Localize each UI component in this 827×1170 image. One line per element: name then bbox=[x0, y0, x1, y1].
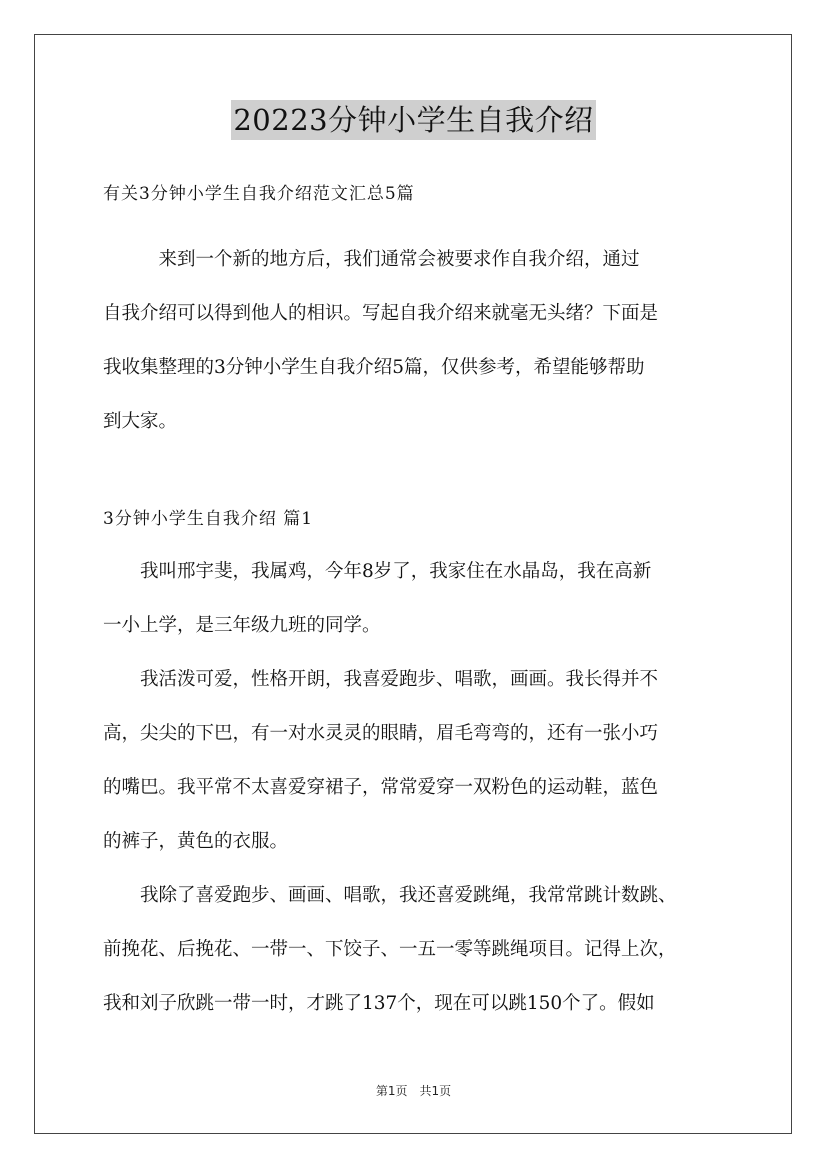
intro-line: 我收集整理的3分钟小学生自我介绍5篇，仅供参考，希望能够帮助 bbox=[103, 357, 645, 378]
paragraph-line: 我除了喜爱跑步、画画、唱歌，我还喜爱跳绳，我常常跳计数跳、 bbox=[103, 885, 677, 906]
paragraph-line: 我和刘子欣跳一带一时，才跳了137个，现在可以跳150个了。假如 bbox=[103, 993, 655, 1014]
intro-line: 自我介绍可以得到他人的相识。写起自我介绍来就毫无头绪？下面是 bbox=[103, 303, 659, 324]
intro-paragraph bbox=[103, 233, 725, 449]
paragraph-line: 的裤子，黄色的衣服。 bbox=[103, 831, 289, 852]
page-footer bbox=[0, 1083, 827, 1099]
paragraph bbox=[103, 653, 725, 869]
paragraph-line: 我叫邢宇斐，我属鸡，今年8岁了，我家住在水晶岛，我在高新 bbox=[103, 561, 652, 582]
paragraph bbox=[103, 869, 725, 1031]
page-total: 共1页 bbox=[419, 1084, 452, 1098]
paragraph-line: 一小上学，是三年级九班的同学。 bbox=[103, 615, 381, 636]
intro-line: 来到一个新的地方后，我们通常会被要求作自我介绍，通过 bbox=[103, 249, 640, 270]
page-number: 第1页 bbox=[375, 1084, 408, 1098]
paragraph-line: 的嘴巴。我平常不太喜爱穿裙子，常常爱穿一双粉色的运动鞋，蓝色 bbox=[103, 777, 659, 798]
paragraph bbox=[103, 545, 725, 653]
paragraph-line: 前挽花、后挽花、一带一、下饺子、一五一零等跳绳项目。记得上次， bbox=[103, 939, 677, 960]
intro-line: 到大家。 bbox=[103, 411, 178, 432]
section-heading: 3分钟小学生自我介绍 篇1 bbox=[103, 509, 314, 529]
document-title: 20223分钟小学生自我介绍 bbox=[231, 100, 595, 140]
paragraph-line: 高，尖尖的下巴，有一对水灵灵的眼睛，眉毛弯弯的，还有一张小巧 bbox=[103, 723, 659, 744]
document-subtitle: 有关3分钟小学生自我介绍范文汇总5篇 bbox=[103, 184, 415, 204]
section-body bbox=[103, 545, 725, 1031]
title-container bbox=[0, 100, 827, 140]
paragraph-line: 我活泼可爱，性格开朗，我喜爱跑步、唱歌，画画。我长得并不 bbox=[103, 669, 659, 690]
